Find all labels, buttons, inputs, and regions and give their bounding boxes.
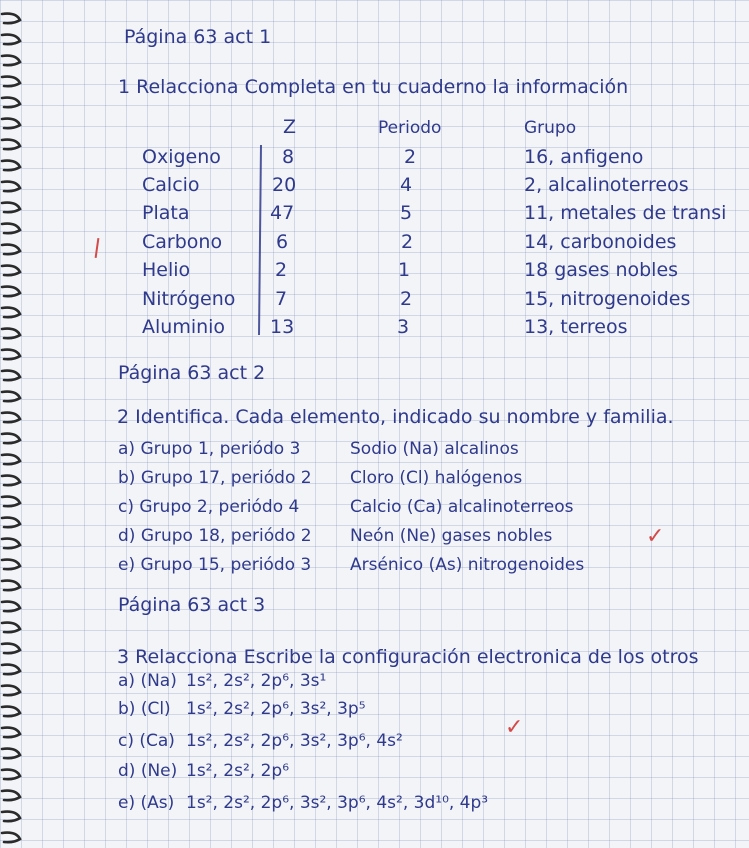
periodo-value: 5 (400, 202, 413, 224)
z-value: 7 (275, 288, 288, 310)
page-title-act3: Página 63 act 3 (118, 594, 266, 616)
item-answer: Cloro (Cl) halógenos (350, 468, 523, 488)
spiral-ring (2, 497, 20, 507)
spiral-ring (2, 413, 20, 423)
config-label: d) (Ne) (118, 761, 178, 781)
spiral-ring (2, 140, 20, 150)
spiral-ring (2, 581, 20, 591)
spiral-ring (2, 308, 20, 318)
spiral-ring (2, 77, 20, 87)
spiral-ring (2, 770, 20, 780)
spiral-ring (2, 350, 20, 360)
item-label: e) Grupo 15, periódo 3 (118, 555, 312, 575)
header-periodo: Periodo (378, 118, 442, 138)
grupo-value: 11, metales de transi (524, 202, 727, 224)
spiral-binding (0, 0, 26, 848)
item-label: c) Grupo 2, periódo 4 (118, 497, 300, 517)
spiral-ring (2, 518, 20, 528)
element-name: Aluminio (142, 316, 226, 338)
spiral-ring (2, 791, 20, 801)
grupo-value: 14, carbonoides (524, 231, 677, 253)
act3-heading: 3 Relacciona Escribe la configuración electronica de los otros (117, 646, 699, 668)
grupo-value: 16, anfigeno (524, 146, 644, 168)
spiral-ring (2, 392, 20, 402)
element-name: Oxigeno (142, 146, 221, 168)
header-z: Z (283, 116, 297, 138)
spiral-ring (2, 182, 20, 192)
config-label: e) (As) (118, 793, 175, 813)
z-value: 6 (276, 231, 289, 253)
config-label: c) (Ca) (118, 731, 175, 751)
config-label: b) (Cl) (118, 699, 171, 719)
spiral-ring (2, 329, 20, 339)
spiral-ring (2, 98, 20, 108)
spiral-ring (2, 812, 20, 822)
grupo-value: 2, alcalinoterreos (524, 174, 689, 196)
spiral-ring (2, 728, 20, 738)
page-title-act2: Página 63 act 2 (118, 362, 266, 384)
item-label: d) Grupo 18, periódo 2 (118, 526, 312, 546)
z-value: 47 (270, 202, 295, 224)
spiral-ring (2, 14, 20, 24)
z-value: 13 (270, 316, 295, 338)
spiral-ring (2, 686, 20, 696)
config-value: 1s², 2s², 2p⁶, 3s², 3p⁶, 4s² (186, 731, 403, 751)
spiral-ring (2, 266, 20, 276)
z-value: 20 (272, 174, 297, 196)
act1-heading: 1 Relacciona Completa en tu cuaderno la información (118, 76, 629, 98)
item-answer: Calcio (Ca) alcalinoterreos (350, 497, 574, 517)
margin-mark (95, 238, 100, 258)
spiral-ring (2, 476, 20, 486)
check-mark: ✓ (505, 715, 524, 740)
config-value: 1s², 2s², 2p⁶, 3s¹ (186, 671, 327, 691)
spiral-ring (2, 665, 20, 675)
spiral-ring (2, 161, 20, 171)
spiral-ring (2, 455, 20, 465)
spiral-ring (2, 119, 20, 129)
table-divider (258, 145, 262, 335)
spiral-ring (2, 707, 20, 717)
z-value: 8 (282, 146, 295, 168)
element-name: Nitrógeno (142, 288, 236, 310)
spiral-ring (2, 560, 20, 570)
act2-heading: 2 Identifica. Cada elemento, indicado su nombre y familia. (117, 406, 674, 428)
periodo-value: 3 (397, 316, 410, 338)
periodo-value: 2 (401, 231, 414, 253)
spiral-ring (2, 602, 20, 612)
periodo-value: 1 (398, 259, 411, 281)
page-title-act1: Página 63 act 1 (124, 26, 272, 48)
check-mark: ✓ (646, 524, 665, 549)
spiral-ring (2, 203, 20, 213)
periodo-value: 2 (404, 146, 417, 168)
element-name: Calcio (142, 174, 200, 196)
grupo-value: 15, nitrogenoides (524, 288, 691, 310)
config-value: 1s², 2s², 2p⁶, 3s², 3p⁵ (186, 699, 366, 719)
spiral-ring (2, 644, 20, 654)
spiral-ring (2, 56, 20, 66)
spiral-ring (2, 35, 20, 45)
item-label: b) Grupo 17, periódo 2 (118, 468, 312, 488)
spiral-ring (2, 371, 20, 381)
item-label: a) Grupo 1, periódo 3 (118, 439, 301, 459)
grupo-value: 18 gases nobles (524, 259, 679, 281)
config-label: a) (Na) (118, 671, 177, 691)
item-answer: Neón (Ne) gases nobles (350, 526, 553, 546)
spiral-ring (2, 623, 20, 633)
header-grupo: Grupo (524, 118, 577, 138)
spiral-ring (2, 245, 20, 255)
spiral-ring (2, 833, 20, 843)
spiral-ring (2, 539, 20, 549)
config-value: 1s², 2s², 2p⁶, 3s², 3p⁶, 4s², 3d¹⁰, 4p³ (186, 793, 489, 813)
item-answer: Arsénico (As) nitrogenoides (350, 555, 585, 575)
element-name: Plata (142, 202, 190, 224)
element-name: Helio (142, 259, 191, 281)
spiral-ring (2, 749, 20, 759)
z-value: 2 (275, 259, 288, 281)
spiral-ring (2, 224, 20, 234)
element-name: Carbono (142, 231, 223, 253)
config-value: 1s², 2s², 2p⁶ (186, 761, 290, 781)
spiral-ring (2, 287, 20, 297)
grupo-value: 13, terreos (524, 316, 628, 338)
periodo-value: 4 (400, 174, 413, 196)
item-answer: Sodio (Na) alcalinos (350, 439, 519, 459)
periodo-value: 2 (400, 288, 413, 310)
spiral-ring (2, 434, 20, 444)
